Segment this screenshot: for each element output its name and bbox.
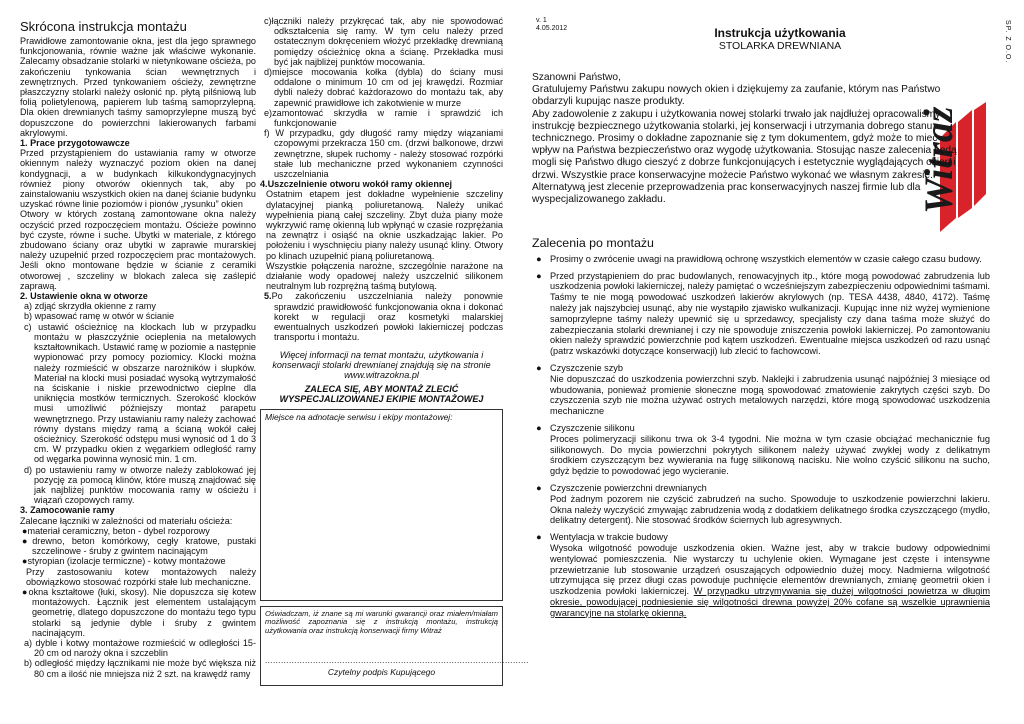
fastener-note: Przy zastosowaniu kotew montażowych należy obowiązkowo stosować rozpórki stałe lub mechaniczne. — [26, 566, 256, 587]
paragraph-uszczelnienie: Ostatnim etapem jest dokładne wypełnienie szczeliny dylatacyjnej pianką poliuretanową. Należy unikać wypełnienia pianą całej szczeliny. Zbyt duża piany może wykrzywić ramę okienną lub wpłynąć w czasie rozprężania na zewnątrz i osiąść na oknie uszkadzając lakier. Po położeniu i wyschnięciu piany należy usunąć kliny. Otwory po klinach uzupełnić pianą poliuretanową. — [266, 189, 503, 261]
section-heading-prace: 1. Prace przygotowawcze — [20, 138, 130, 149]
column-montaz-part1 — [20, 20, 256, 679]
section-heading-zamocowanie: 3. Zamocowanie ramy — [20, 505, 115, 516]
intro-paragraph-1: Gratulujemy Państwu zakupu nowych okien i dziękujemy za zaufanie, którym nas Państwo obdarzyli kupując nasze produkty. — [532, 84, 941, 108]
fastener-item: ●materiał ceramiczny, beton - dybel rozporowy — [22, 525, 210, 536]
logo-company-suffix: SP. Z O.O. — [1004, 20, 1011, 64]
item-heading: Czyszczenie silikonu — [550, 422, 635, 433]
section-title-zalecenia: Zalecenia po montażu — [532, 236, 654, 250]
section-title-montaz: Skrócona instrukcja montażu — [20, 19, 187, 34]
section-heading-ustawienie: 2. Ustawienie okna w otworze — [20, 291, 148, 302]
section-heading-uszczelnienie: 4.Uszczelnienie otworu wokół ramy okiennej — [260, 179, 453, 190]
step-a: a) zdjąć skrzydła okienne z ramy — [24, 301, 156, 312]
bullet-icon: ● — [536, 482, 542, 493]
recommendation-item: ● Czyszczenie powierzchni drewnianych Pod żadnym pozorem nie czyścić zabrudzeń na sucho. Spowoduje to uszkodzenie powierzchni lakieru. Okna należy wyczyścić zmywając zabrudzenia wodą z dodatkiem delikatnego środka czyszczącego (mydło, delikatny detergent). Nie stosować środków ściernych lub agresywnych. — [536, 482, 990, 526]
paragraph-step-5: 5.Po zakończeniu uszczelniania należy ponownie sprawdzić prawidłowość funkcjonowania okna i dokonać korekt w regulacji oraz kosmetyki malarskiej ewentualnych uszkodzeń powłoki lakierniczej podczas transportu i montażu. — [264, 291, 503, 343]
recommendation-item: ● Przed przystąpieniem do prac budowlanych, renowacyjnych itp., które mogą powodować zabrudzenia lub uszkodzenia powłoki lakierniczej, należy pamiętać o wcześniejszym zabezpieczeniu odpowiednimi taśmami. Taśmy te nie mogą powodować uszkodzeń lakierów akrylowych (np. TESA 4438, 4840, 4172). Taśmę należy jak najszybciej usunąć, aby nie wystąpiło zjawisko wulkanizacji. Kupując inne niż wyżej wymienione samoprzylepne taśmy należy upewnić się u sprzedawcy, specjalisty czy dana taśma może służyć do zabezpieczania stolarki drewnianej i czy nie spowoduje zniszczenia powłoki lakierniczej. Po zamontowaniu okien należy sprawdzić powierzchnie pod kątem uszkodzeń. Ewentualne miejsca uszkodzeń od razu usnąć (patrz wskazówki dotyczące konserwacji) lub zlecić to fachowcowi. — [536, 270, 990, 357]
column-montaz-part2 — [260, 16, 529, 686]
bullet-icon: ● — [536, 270, 542, 281]
version-date: 4.05.2012 — [536, 25, 568, 32]
recommendation-line-1: ZALECA SIĘ, ABY MONTAŻ ZLECIĆ — [304, 384, 459, 395]
step-c: c) ustawić ościeżnicę na klockach lub w przypadku montażu w płaszczyźnie ocieplenia na metalowych kształtownikach. Ustawić ramę w poziomie a następnie wypionować przy pomocy poziomicy. Klocki można należy rozmieścić w obszarze narożników i słupków. Materiał na klocki musi posiadać wysoką wytrzymałość na ściskanie i niskie przewodnictwo cieplne dla uniknięcia mostków termicznych. Szerokość klocków musi umożliwić późniejszy montaż parapetu wewnętrznego. Przy ustawianiu ramy należy zachować równy dystans między ramą a ścianą wokół całej ościeżnicy. Szerokość odstępu musi wynosić od 1 do 3 cm. W przypadku okien z węgarkiem odległość ramy od węgarka powinna wynosić min. 1 cm. — [24, 321, 256, 465]
bullet-icon: ● — [22, 525, 28, 536]
notes-box[interactable] — [260, 409, 503, 601]
version-label: v. 1 — [536, 17, 547, 24]
step-d-dybel: d)miejsce mocowania kołka (dybla) do ściany musi oddalone o minimum 10 cm od jej krawędzi. Rozmiar dybli należy dobrać każdorazowo do montażu tak, aby zapewnić prawidłowe ich zakotwienie w murze — [264, 67, 503, 108]
recommendation-line-2: WYSPECJALIZOWANEJ EKIPIE MONTAŻOWEJ — [279, 394, 484, 405]
title-text: Instrukcja użytkowania — [714, 26, 846, 40]
subtitle-text: STOLARKA DREWNIANA — [718, 40, 842, 52]
declaration-text: Oświadczam, iż znane są mi warunki gwarancji oraz miałem/miałam możliwość zapoznania się z instrukcją montażu, instrukcją użytkowania oraz instrukcją konserwacji firmy Witraż — [265, 608, 498, 635]
more-info-text: Więcej informacji na temat montażu, użytkowania i konserwacji stolarki drewnianej znajdują się na stronie www.witrazokna.pl — [272, 349, 491, 380]
recommendation-item: ● Prosimy o zwrócenie uwagi na prawidłową ochronę wszystkich elementów w czasie całego czasu budowy. — [536, 253, 982, 264]
bullet-icon: ● — [22, 586, 29, 597]
step-d: d) po ustawieniu ramy w otworze należy zablokować jej pozycję za pomocą klinów, które muszą znajdować się jak najbliżej punktów mocowania ramy w ościeżu i wiązań czopowych ramy. — [24, 464, 256, 506]
step-a-fasteners: a) dyble i kotwy montażowe rozmieścić w odległości 15-20 cm od naroży okna i szczeblin — [24, 637, 256, 659]
step-e: e)zamontować skrzydła w ramie i sprawdzić ich funkcjonowanie — [264, 107, 503, 129]
bullet-icon: ● — [536, 362, 542, 373]
recommendation-item: ● Wentylacja w trakcie budowy Wysoka wilgotność powoduje uszkodzenia okien. Ważne jest, aby w trakcie budowy odpowiednimi wentylować pomieszczenia. Nie wystarczy tu uchylenie okien. Wymagane jest częste i intensywne przewietrzanie lub stosowanie urządzeń osuszających odpowiednio dużej mocy. Nadmierna wilgotność utrzymująca się przez długi czas powoduje puchnięcie elementów drewnianych, zmianę geometrii okien i uszkodzenia powłoki lakierniczej. W przypadku utrzymywania się dużej wilgotności powietrza w długim okresie, powodującej podniesienie się wilgotności drewna powyżej 20% cofane są wszelkie uprawnienia gwarancyjne na stolarkę okienną. — [536, 532, 990, 618]
version-info — [536, 17, 567, 33]
step-c-cont: c)łączniki należy przykręcać tak, aby nie spowodować odkształcenia się ramy. W tym celu należy przed ostatecznym dokręceniem włożyć przekładkę drewnianą pomiędzy ościeżnicę okna a ścianę. Przekładka musi być jak najbliżej punktów mocowania. — [264, 16, 503, 67]
bullet-icon: ● — [22, 556, 28, 567]
paragraph-prace-1: Przed przystąpieniem do ustawiania ramy w otworze okiennym należy wyznaczyć poziom okien na danej kondygnacji, a w budynkach kilkukondygnacyjnych również piony otworów okiennych tak, aby po zainstalowaniu wszystkich okien na danej ścianie budynku uzyskać równe linie poziomów i pionów „rysunku” okien — [20, 148, 256, 210]
step-b-fasteners: b) odległość między łącznikami nie może być większa niż 80 cm a ilość nie mniejsza niż 2 szt. na krawędź ramy — [24, 658, 256, 679]
declaration-box — [260, 606, 529, 686]
signature-line[interactable]: ……………………………………………………………………………………… — [265, 656, 529, 666]
notes-label: Miejsce na adnotacje serwisu i ekipy montażowej: — [265, 411, 453, 422]
document-title — [700, 27, 860, 52]
paragraph-uszczelnienie-2: Wszystkie połączenia narożne, szczególnie narażone na działanie wody opadowej należy uszczelnić silikonem neutralnym lub rozprężną taśmą butylową. — [266, 260, 503, 292]
warranty-warning: W przypadku utrzymywania się dużej wilgotności powietrza w długim okresie, powodującej podniesienie się wilgotności drewna powyżej 20% cofane są wszelkie uprawnienia gwarancyjne na stolarkę okienną. — [550, 586, 990, 618]
paragraph-prace-2: Otwory w których zostaną zamontowane okna należy oczyścić przed rozpoczęciem montażu. Ościeże powinno być czyste, równe i suche. Ubytki w materiale, z którego zbudowano ściany oraz ubytki w zaprawie murarskiej należy uzupełnić przed rozpoczęciem prac montażowych. Jeśli okno montowane będzie w ścianie z ceramiki otworowej , szczeliny w blokach zaleca się zaślepić zaprawą. — [20, 209, 256, 291]
logo-emblem-bar-3 — [974, 102, 986, 206]
signature-caption: Czytelny podpis Kupującego — [327, 666, 436, 677]
greeting: Szanowni Państwo, — [532, 72, 621, 83]
step-f: f) W przypadku, gdy długość ramy między wiązaniami czopowymi przekracza 150 cm. (drzwi balkonowe, drzwi zewnętrzne, słupek ruchomy - należy stosować rozpórki stałe lub mechaniczne przed wykonaniem czynności uszczelniania — [264, 128, 503, 180]
intro-paragraph: Prawidłowe zamontowanie okna, jest dla jego sprawnego funkcjonowania, równie ważne jak właściwe wykonanie. Zalecamy obsadzanie stolarki w nietynkowane ościeża, po zakończeniu tynkowania ścian wewnętrznych i zewnętrznych. Przed tynkowaniem ościeży, zewnętrzne płaszczyzny stolarki należy osłonić np. płytą pilśniową lub folią polietylenową, papierem lub taśmą samoprzylepną. Dla okien drewnianych taśmy samoprzylepne muszą być dopuszczone do powierzchni lakierowanych farbami akrylowymi. — [20, 36, 256, 138]
item-heading: Czyszczenie powierzchni drewnianych — [550, 482, 707, 493]
recommendation-item: ● Czyszczenie szyb Nie dopuszczać do uszkodzenia powierzchni szyb. Naklejki i zabrudzenia usunąć najpóźniej 3 miesiące od wbudowania, ponieważ promienie słoneczne mogą spowodować zmatowienie zakrytych części szyb. Do czyszczenia szyb nie można używać ostrych metalowych narzędzi, które mogą spowodować uszkodzenia mechaniczne — [536, 362, 990, 417]
logo-wordmark: Witraż — [916, 106, 961, 214]
bullet-icon: ● — [22, 535, 33, 546]
fasteners-intro: Zalecane łączniki w zależności od materiału ościeża: — [20, 515, 233, 526]
column-zalecenia — [532, 238, 990, 625]
recommendation-item: ● Czyszczenie silikonu Proces polimeryzacji silikonu trwa ok 3-4 tygodni. Nie można w tym czasie obciążać mechanicznie fug silikonowych. Do mycia powierzchni pokrytych silikonem należy używać zwykłej wody z delikatnym środkiem czyszczącym bez wywierania na fugę silikonową nacisku. Nie wolno czyścić silikonu na sucho, gdyż będzie to powodować jego wycieranie. — [536, 422, 990, 477]
item-heading: Wentylacja w trakcie budowy — [550, 532, 668, 543]
intro-paragraph-2: Aby zadowolenie z zakupu i użytkowania nowej stolarki trwało jak najdłużej opracowaliśmy instrukcję bezpiecznego użytkowania stolarki, jej konserwacji i utrzymania dobrego stanu technicznego. Prosimy o dokładne zapoznanie się z tym dokumentem, gdyż może to mieć wpływ na Państwa bezpieczeństwo oraz wygodę użytkowania. Stosując nasze zalecenia będą mogli się Państwo długo cieszyć z dobrze funkcjonujących i estetycznie wyglądających okien i drzwi. Wszystkie prace konserwacyjne możecie Państwo wykonać we własnym zakresie. Alternatywą jest zlecenie przeprowadzenia prac konserwacyjnych naszej firmie lub dla wyspecjalizowanego zakładu. — [532, 108, 957, 206]
fastener-item: ●okna kształtowe (łuki, skosy). Nie dopuszcza się kotew montażowych. Łącznik jest elementem ustalającym geometrię, dlatego dopuszczone do montażu tego typu stolarki są jedynie dyble i śruby z gwintem nacinającym. — [22, 586, 256, 638]
column-intro — [532, 72, 957, 206]
fastener-item: ●styropian (izolacje termiczne) - kotwy montażowe — [22, 556, 226, 567]
bullet-icon: ● — [536, 253, 542, 264]
fastener-item: ●drewno, beton komórkowy, cegły kratowe, pustaki szczelinowe - śruby z gwintem nacinającym — [22, 535, 256, 557]
bullet-icon: ● — [536, 422, 542, 433]
item-heading: Czyszczenie szyb — [550, 362, 624, 373]
bullet-icon: ● — [536, 532, 542, 543]
step-b: b) wpasować ramę w otwór w ścianie — [24, 311, 175, 322]
